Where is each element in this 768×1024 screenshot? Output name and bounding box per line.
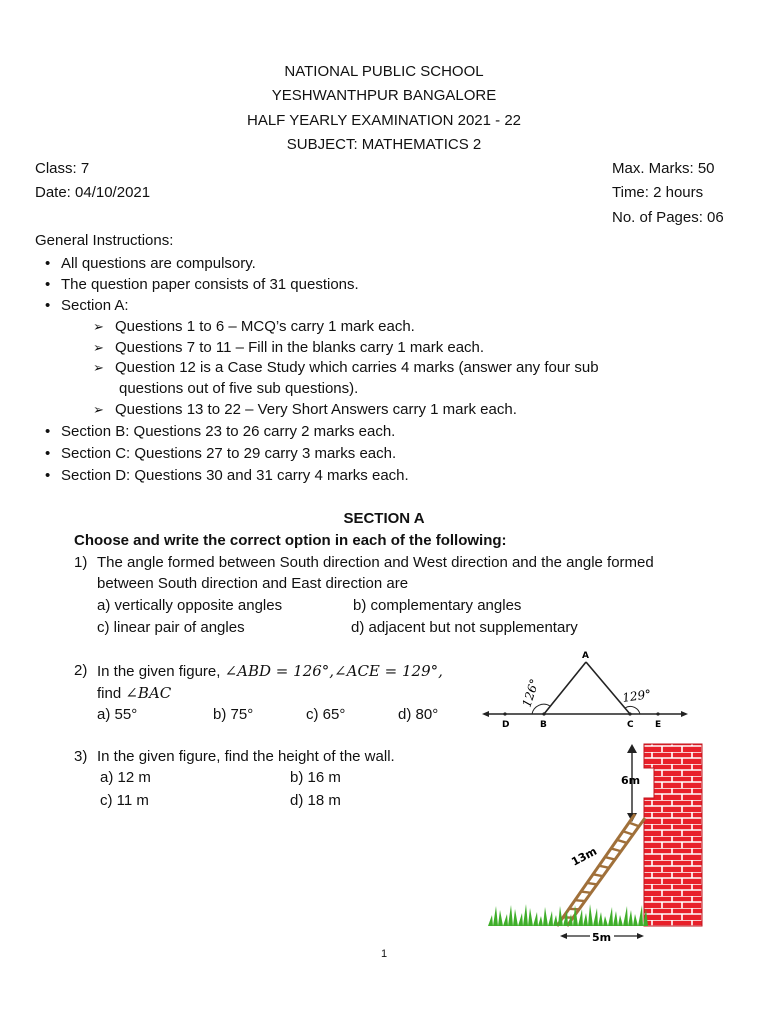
grass-blade [593,908,598,926]
height-arrow-top [627,744,637,753]
grass-blade [543,907,548,926]
ladder-rung [575,900,585,901]
q2-option-b: b) 75° [213,706,254,723]
instruction-subitem: ➢ Questions 7 to 11 – Fill in the blanks carry 1 mark each. [115,339,484,356]
instruction-subitem: ➢ Questions 13 to 22 – Very Short Answers carry 1 mark each. [115,401,517,418]
q1-option-c: c) linear pair of angles [97,619,245,636]
side-ab [544,662,586,714]
q2-number: 2) [74,662,88,679]
grass-blade [598,912,603,926]
school-location: YESHWANTHPUR BANGALORE [271,87,497,104]
right-arrowhead [681,711,688,717]
instruction-subitem-cont: questions out of five sub questions). [119,380,359,397]
brick-wall [644,744,702,926]
instruction-item: • Section A: [61,297,129,314]
grass-blade [498,910,503,926]
label-a: A [582,651,589,661]
page-number: 1 [380,948,388,960]
q2-option-c: c) 65° [306,706,346,723]
grass-blade [493,906,498,926]
label-e: E [655,720,662,730]
q3-option-d: d) 18 m [290,792,341,809]
angle-label-129: 129° [621,687,653,705]
grass-blade [548,911,553,926]
point-d [503,712,506,715]
ladder-rung [605,857,615,859]
q1-option-d: d) adjacent but not supplementary [351,619,578,636]
q3-option-a: a) 12 m [100,769,151,786]
q2-option-d: d) 80° [398,706,439,723]
q2-angle-bac: ∠BAC [125,684,172,702]
grass-blade [528,908,533,926]
q1-text-line1: The angle formed between South direction and West direction and the angle formed [97,554,654,571]
base-arrow-left [560,933,567,939]
grass-blade [508,905,513,926]
base-arrow-right [637,933,644,939]
q1-option-b: b) complementary angles [353,597,522,614]
instruction-item: • The question paper consists of 31 questions. [61,276,359,293]
point-e [656,712,659,715]
q2-find-prefix: find [97,685,126,702]
grass-blade [608,907,613,926]
q1-number: 1) [74,554,88,571]
ladder [557,814,645,926]
grass-blade [638,905,643,926]
label-c: C [627,720,634,730]
triangle-figure [482,646,688,732]
q3-option-c: c) 11 m [100,792,149,809]
q1-option-a: a) vertically opposite angles [97,597,283,614]
ladder-rung [623,831,633,834]
ladder-rung [611,848,621,851]
class-label: Class: 7 [35,160,90,177]
label-6m: 6m [621,774,641,787]
wall-ladder-figure [486,740,712,948]
exam-title: HALF YEARLY EXAMINATION 2021 - 22 [247,112,521,129]
grass-blade [588,904,593,926]
grass-blade [553,915,558,926]
max-marks: Max. Marks: 50 [612,160,715,177]
instruction-item: • Section C: Questions 27 to 29 carry 3 marks each. [61,445,396,462]
ladder-rung [617,840,627,843]
grass-blade [628,910,633,926]
label-5m: 5m [592,931,612,944]
left-arrowhead [482,711,489,717]
section-a-title: SECTION A [343,510,425,527]
side-ac [586,662,630,714]
instruction-subitem: ➢ Question 12 is a Case Study which carries 4 marks (answer any four sub [115,359,599,376]
section-a-directive: Choose and write the correct option in each of the following: [74,532,507,549]
point-c [628,712,631,715]
q2-angles: ∠ABD = 126°,∠ACE = 129°, [224,662,443,680]
instruction-subitem: ➢ Questions 1 to 6 – MCQ’s carry 1 mark each. [115,318,415,335]
ladder-rung [587,883,597,885]
grass-blade [533,912,538,926]
subject-title: SUBJECT: MATHEMATICS 2 [286,136,482,153]
date-label: Date: 04/10/2021 [35,184,151,201]
ladder-rung [593,874,603,876]
q3-number: 3) [74,748,88,765]
pages-label: No. of Pages: 06 [612,209,724,226]
grass-blade [503,914,508,926]
q2-text-line1 [97,662,443,680]
grass-blade [583,913,588,926]
instructions-title: General Instructions: [35,232,174,249]
grass-blade [618,915,623,926]
time-label: Time: 2 hours [612,184,704,201]
grass-blade [623,906,628,926]
instruction-item: • Section D: Questions 30 and 31 carry 4 marks each. [61,467,409,484]
point-b [542,712,545,715]
label-b: B [540,720,547,730]
ladder-rung [569,909,579,910]
instruction-item: • Section B: Questions 23 to 26 carry 2 marks each. [61,423,395,440]
q2-text-line2 [97,684,171,702]
ladder-rung [629,823,639,827]
q3-option-b: b) 16 m [290,769,341,786]
ladder-rung [581,892,591,893]
instruction-item: • All questions are compulsory. [61,255,256,272]
label-13m: 13m [569,844,600,869]
q3-text: In the given figure, find the height of the wall. [97,748,395,765]
grass-blade [613,911,618,926]
q2-option-a: a) 55° [97,706,138,723]
angle-label-126: 126° [519,677,542,709]
grass-blade [513,909,518,926]
q1-text-line2: between South direction and East direction are [97,575,409,592]
grass-blade [538,916,543,926]
grass-blade [523,904,528,926]
grass-blade [603,916,608,926]
grass-blade [518,913,523,926]
ladder-rung [599,866,609,868]
school-name: NATIONAL PUBLIC SCHOOL [284,63,484,80]
q2-text-prefix: In the given figure, [97,663,225,680]
grass-blade [633,914,638,926]
label-d: D [502,720,510,730]
grass-blade [488,915,493,926]
